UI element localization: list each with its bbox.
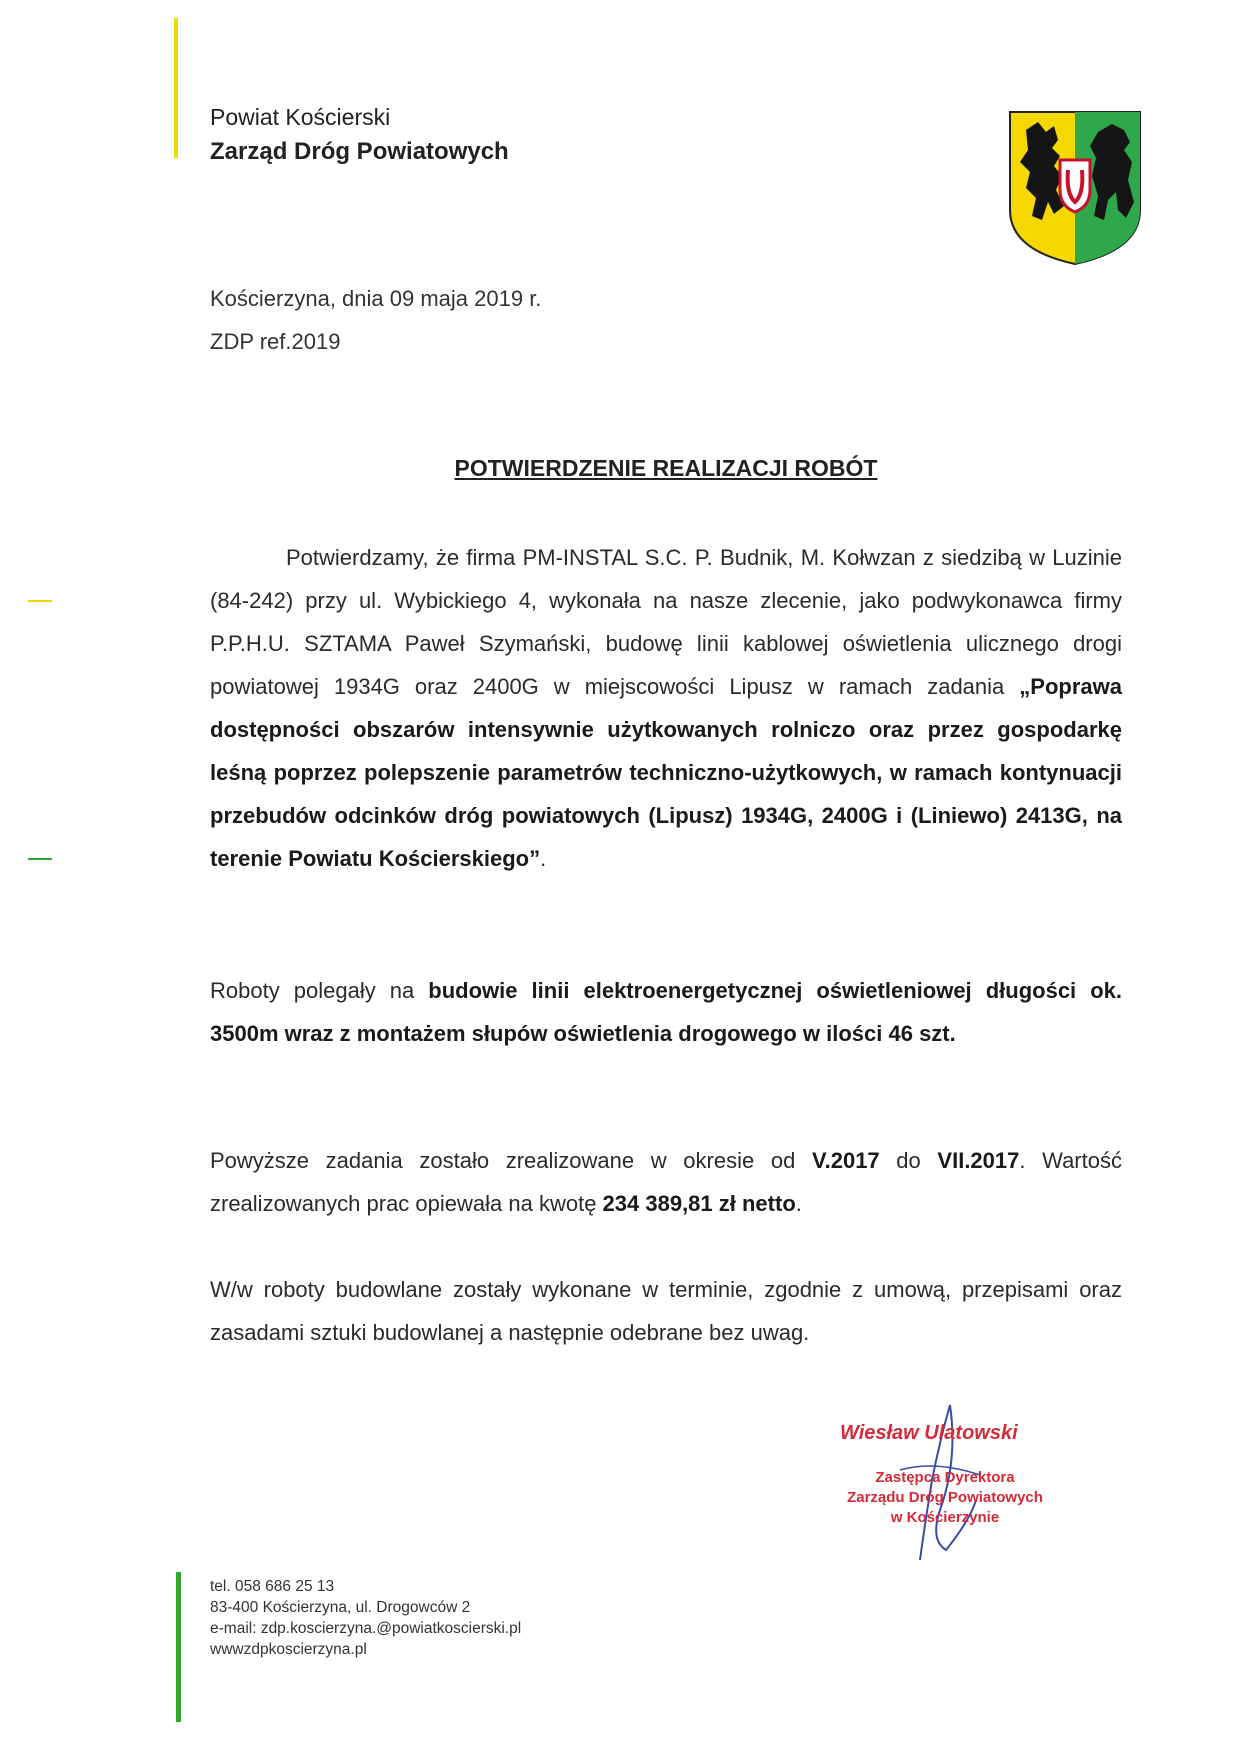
yellow-fold-mark bbox=[28, 600, 52, 602]
document-reference: ZDP ref.2019 bbox=[210, 329, 341, 354]
contact-website: wwwzdpkoscierzyna.pl bbox=[210, 1641, 367, 1658]
works-scope-paragraph bbox=[210, 969, 1122, 1055]
paragraph-text: Roboty polegały na bbox=[210, 978, 429, 1003]
paragraph-text: Potwierdzamy, że firma PM-INSTAL S.C. P. Budnik, M. Kołwzan z siedzibą w Luzinie (84-242) przy ul. Wybickiego 4, wykonała na nasze zlecenie, jako podwykonawca firmy P.P.H.U. SZTAMA Paweł Szymański, budowę linii kablowej oświetlenia ulicznego drogi powiatowej 1934G oraz 2400G w miejscowości Lipusz w ramach zadania bbox=[210, 545, 1122, 699]
paragraph-text: . Wartość zrealizowanych prac opiewała na kwotę bbox=[210, 1148, 1122, 1216]
signatory-location: w Kościerzynie bbox=[890, 1509, 1000, 1526]
document-title: POTWIERDZENIE REALIZACJI ROBÓT bbox=[454, 455, 878, 481]
period-end: VII.2017 bbox=[937, 1148, 1020, 1173]
paragraph-end: . bbox=[540, 846, 547, 871]
period-value-paragraph bbox=[210, 1139, 1122, 1225]
task-name: „Poprawa dostępności obszarów intensywnie użytkowanych rolniczo oraz przez gospodarkę leśną poprzez polepszenie parametrów techniczno-użytkowych, w ramach kontynuacji przebudów odcinków dróg powiatowych (Lipusz) 1934G, 2400G i (Liniewo) 2413G, na terenie Powiatu Kościerskiego” bbox=[210, 674, 1122, 871]
works-scope: budowie linii elektroenergetycznej oświetleniowej długości ok. 3500m wraz z montażem słupów oświetlenia drogowego w ilości 46 szt. bbox=[210, 978, 1122, 1046]
county-coat-of-arms-icon bbox=[1008, 110, 1142, 266]
contract-value: 234 389,81 zł netto bbox=[602, 1191, 796, 1216]
contact-address: 83-400 Kościerzyna, ul. Drogowców 2 bbox=[210, 1599, 471, 1616]
paragraph-text: Powyższe zadania zostało zrealizowane w okresie od bbox=[210, 1148, 812, 1173]
paragraph-end: . bbox=[795, 1191, 802, 1216]
period-start: V.2017 bbox=[811, 1148, 880, 1173]
document-date: Kościerzyna, dnia 09 maja 2019 r. bbox=[210, 286, 542, 311]
yellow-margin-bar bbox=[174, 18, 178, 158]
county-name: Powiat Kościerski bbox=[210, 104, 391, 130]
contact-email: e-mail: zdp.koscierzyna.@powiatkoscierski.pl bbox=[210, 1620, 522, 1637]
signatory-name: Wiesław Ulatowski bbox=[840, 1422, 1018, 1444]
contact-phone: tel. 058 686 25 13 bbox=[210, 1578, 335, 1595]
office-name: Zarząd Dróg Powiatowych bbox=[210, 138, 509, 165]
acceptance-paragraph: W/w roboty budowlane zostały wykonane w terminie, zgodnie z umową, przepisami oraz zasadami sztuki budowlanej a następnie odebrane bez uwag. bbox=[210, 1277, 1122, 1345]
signatory-role: Zastępca Dyrektora bbox=[875, 1469, 1015, 1486]
signatory-office: Zarządu Dróg Powiatowych bbox=[847, 1489, 1043, 1506]
paragraph-text: do bbox=[879, 1148, 938, 1173]
confirmation-paragraph bbox=[210, 536, 1122, 880]
green-margin-bar bbox=[176, 1572, 181, 1722]
green-fold-mark bbox=[28, 858, 52, 860]
